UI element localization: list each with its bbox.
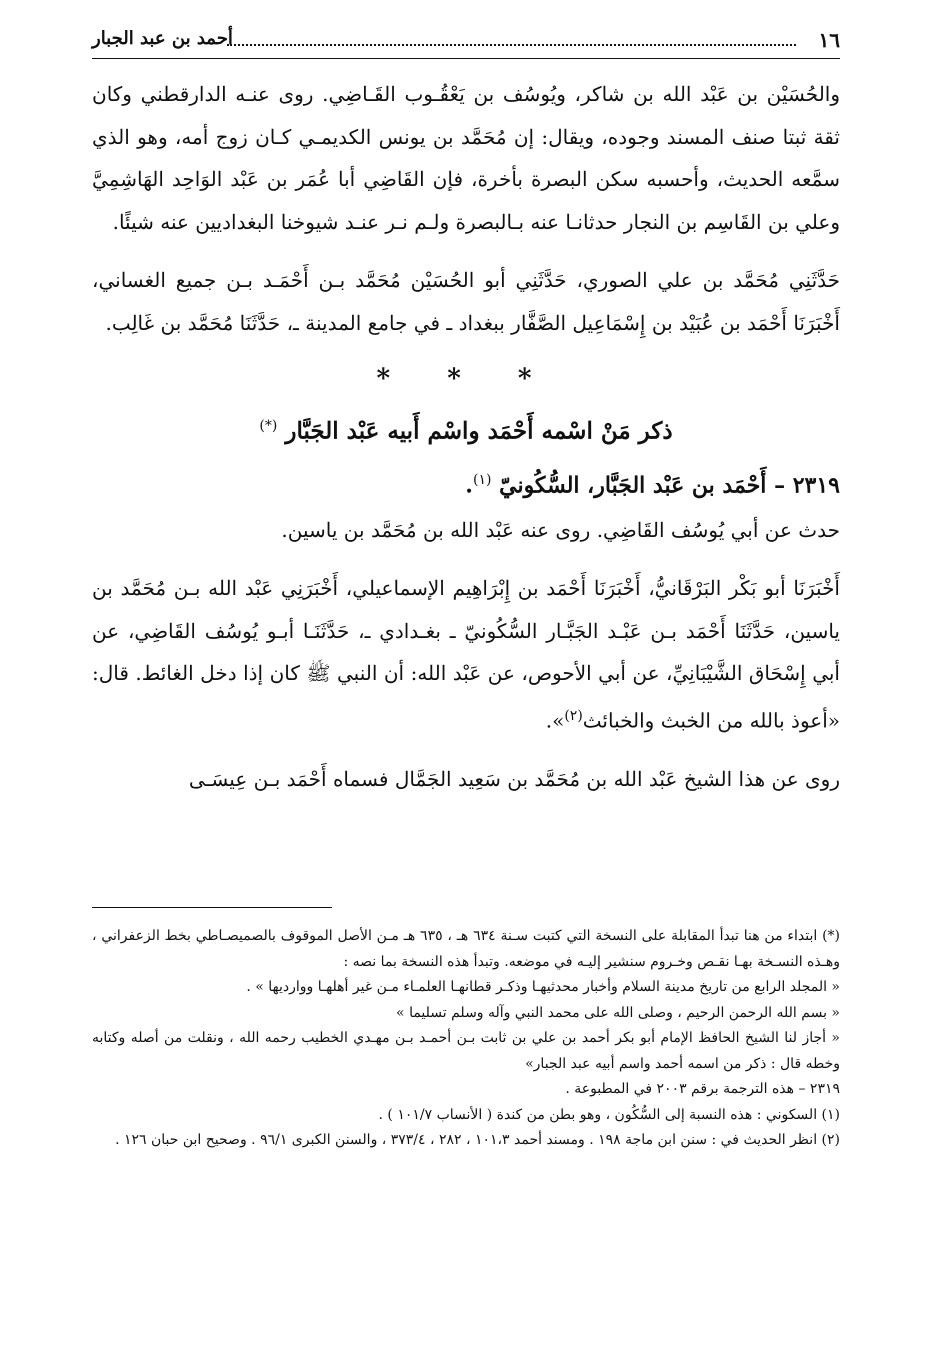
footnote-2: (٢) انظر الحديث في : سنن ابن ماجة ١٩٨ . ومسند أحمد ١٠١،٣ ، ٢٨٢ ، ٣٧٣/٤ ، والسنن الكبرى ٩٦/١ . وصحيح ابن حبان ١٢٦ . bbox=[115, 1132, 840, 1148]
footnote-star: (*) ابتداء من هنا تبدأ المقابلة على النسخة التي كتبت سـنة ٦٣٤ هـ ، ٦٣٥ هـ مـن الأصل الموقوف بالصميصـاطي بخط الزعفراني ، وهـذه النسـخة بهـا نقـص وخـروم سنشير إليـه في موضعه. وتبدأ هذه النسخة بما نصه : bbox=[92, 928, 840, 970]
paragraph-3: حدث عن أبي يُوسُف القَاضِي. روى عنه عَبْد الله بن مُحَمَّد بن ياسين. bbox=[281, 517, 840, 542]
paragraph-4-note-ref: (٢) bbox=[564, 707, 583, 724]
section-title-text: ذكر مَنْ اسْمه أَحْمَد واسْم أَبيه عَبْد الجَبَّار bbox=[285, 417, 673, 445]
section-title bbox=[92, 404, 840, 454]
page-number: ١٦ bbox=[818, 28, 840, 52]
paragraph-2: حَدَّثَنِي مُحَمَّد بن علي الصوري، حَدَّثَنِي أبو الحُسَيْن مُحَمَّد بـن أَحْمَـد بـن جميع الغساني، أَخْبَرَنَا أَحْمَد بن عُبَيْد بن إِسْمَاعِيل الصَّفَّار ببغداد ـ في جامع المدينة ـ، حَدَّثَنَا مُحَمَّد بن غَالِب. bbox=[92, 268, 840, 335]
paragraph-1: والحُسَيْن بن عَبْد الله بن شاكر، ويُوسُف بن يَعْقُـوب القَـاضِي. روى عنـه الدارقطني وكان ثقة ثبتا صنف المسند وجوده، ويقال: إن مُحَمَّد بن يونس الكديمـي كـان زوج أمه، وهو الذي سمَّعه الحديث، وأحسبه سكن البصرة بأخرة، فإن القَاضِي أبا عُمَر بن عَبْد الوَاحِد الهَاشِمِيَّ وعلي بن القَاسِم بن النجار حدثانـا عنه بـالبصرة ولـم نـر عنـد شيوخنا البغداديين عنه شيئًا. bbox=[92, 82, 841, 234]
entry-heading bbox=[92, 458, 840, 507]
footnotes bbox=[92, 924, 840, 1154]
entry-heading-note-ref: (١) bbox=[472, 471, 492, 488]
footnote-quote-2: « بسم الله الرحمن الرحيم ، وصلى الله على محمد النبي وآله وسلم تسليما » bbox=[396, 1004, 840, 1021]
page-content bbox=[92, 24, 840, 801]
paragraph-5: روى عن هذا الشيخ عَبْد الله بن مُحَمَّد بن سَعِيد الجَمَّال فسماه أَحْمَد بـن عِيسَـى bbox=[188, 767, 840, 792]
page-header bbox=[92, 24, 840, 59]
footnote-divider bbox=[92, 907, 332, 908]
entry-heading-text: ٢٣١٩ – أَحْمَد بن عَبْد الجَبَّار، السُّكُونيّ bbox=[499, 471, 840, 498]
section-title-marker: (*) bbox=[259, 418, 278, 434]
header-dotted-leader bbox=[227, 44, 796, 46]
paragraph-4-end: ». bbox=[545, 708, 565, 733]
section-separator: * * * bbox=[376, 364, 556, 394]
running-title: أحمد بن عبد الجبار bbox=[92, 28, 233, 49]
footnote-quote-3: « أجاز لنا الشيخ الحافظ الإمام أبو بكر أحمد بن علي بن ثابت بـن أحمـد بـن مهـدي الخطيب رحمه الله ، ونقلت من أصله وكتابه وخطه قال : ذكر من اسمه أحمد واسم أبيه عبد الجبار» bbox=[92, 1030, 840, 1072]
footnote-entry-2319: ٢٣١٩ – هذه الترجمة برقم ٢٠٠٣ في المطبوعة . bbox=[565, 1081, 840, 1097]
footnote-1: (١) السكوني : هذه النسبة إلى السُّكُون ، وهو بطن من كندة ( الأنساب ١٠١/٧ ) . bbox=[378, 1106, 840, 1123]
entry-heading-end: . bbox=[465, 471, 473, 498]
paragraph-4-text: أَخْبَرَنَا أبو بَكْر البَرْقَانيُّ، أَخْبَرَنَا أَحْمَد بن إِبْرَاهِيم الإسماعيلي، أَخْبَرَنِي عَبْد الله بـن مُحَمَّد بن ياسين، حَدَّثَنَا أَحْمَد بـن عَبْـد الجَبَّـار السُّكُونيّ ـ بغـدادي ـ، حَدَّثَنَـا أبـو يُوسُف القَاضِي، عن أبي إِسْحَاق الشَّيْبَانِيِّ، عن أبي الأحوص، عن عَبْد الله: أن النبي ﷺ كان إذا دخل الغائط. قال: «أعوذ بالله من الخبث والخبائث bbox=[92, 576, 840, 733]
paragraph-4 bbox=[92, 567, 840, 742]
footnote-quote-1: « المجلد الرابع من تاريخ مدينة السلام وأخبار محدثيهـا وذكـر قطانهـا العلمـاء مـن غير أهلهـا وواردیها » . bbox=[246, 979, 840, 995]
